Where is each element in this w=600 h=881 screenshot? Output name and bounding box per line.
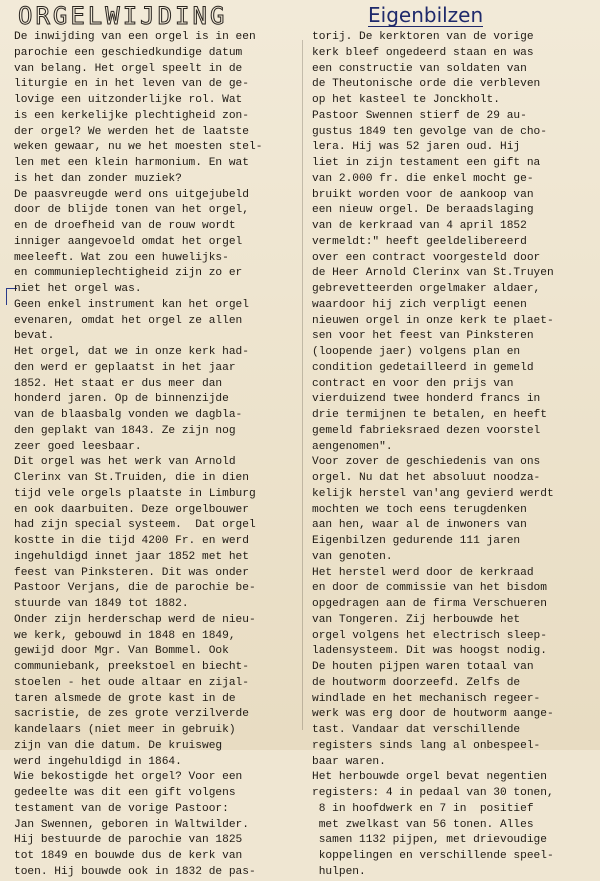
- text-line: gustus 1849 ten gevolge van de cho-: [312, 125, 547, 138]
- text-line: Jan Swennen, geboren in Waltwilder.: [14, 818, 249, 831]
- text-line: lera. Hij was 52 jaren oud. Hij: [312, 141, 521, 154]
- text-line: communiebank, preekstoel en biecht-: [14, 661, 249, 673]
- text-line: lovige een uitzonderlijke rol. Wat: [14, 94, 243, 106]
- text-line: Onder zijn herderschap werd de nieu-: [14, 613, 256, 626]
- text-line: De inwijding van een orgel is in een: [14, 31, 256, 43]
- text-line: testament van de vorige Pastoor:: [14, 802, 229, 815]
- text-line: den werd er geplaatst in het jaar: [14, 361, 236, 374]
- text-line: 1852. Het staat er dus meer dan: [14, 377, 223, 390]
- text-line: gemeld fabrieksraed dezen voorstel: [312, 424, 541, 437]
- text-line: evenaren, omdat het orgel ze allen: [14, 314, 243, 327]
- text-line: kerk bleef ongedeerd staan en was: [312, 46, 534, 59]
- text-line: Geen enkel instrument kan het orgel: [14, 298, 249, 311]
- text-line: De paasvreugde werd ons uitgejubeld: [14, 188, 249, 201]
- text-line: gebrevetteerden orgelmaker aldaer,: [312, 283, 541, 295]
- text-line: opgedragen aan de firma Verschueren: [312, 598, 547, 610]
- text-line: op het kasteel te Jonckholt.: [312, 94, 500, 106]
- text-line: condition gedetailleerd in gemeld: [312, 361, 534, 374]
- text-line: van 2.000 fr. die enkel mocht ge-: [312, 172, 534, 185]
- text-line: drie termijnen te betalen, en heeft: [312, 409, 547, 421]
- text-line: niet het orgel was.: [14, 283, 142, 295]
- text-line: inniger aangevoeld omdat het orgel: [14, 235, 243, 248]
- text-line: kelijk herstel van'ang gevierd werdt: [312, 487, 554, 500]
- text-line: Hij bestuurde de parochie van 1825: [14, 834, 243, 847]
- text-line: honderd jaren. Op de binnenzijde: [14, 393, 229, 406]
- text-line: bevat.: [14, 330, 55, 343]
- text-line: contract en voor den prijs van: [312, 377, 514, 390]
- text-line: Eigenbilzen gedurende 111 jaren: [312, 535, 521, 547]
- text-line: en door de commissie van het bisdom: [312, 582, 547, 595]
- text-line: meeleeft. Wat zou een huwelijks-: [14, 251, 229, 264]
- text-line: kostte in die tijd 4200 Fr. en werd: [14, 535, 249, 547]
- text-line: waardoor hij zich verpligt eenen: [312, 298, 527, 311]
- text-line: en de droefheid van de rouw wordt: [14, 220, 236, 232]
- text-line: torij. De kerktoren van de vorige: [312, 31, 534, 43]
- text-line: mochten we toch eens terugdenken: [312, 503, 527, 516]
- text-line: orgel volgens het electrisch sleep-: [312, 629, 547, 642]
- text-line: een constructie van soldaten van: [312, 62, 527, 75]
- handwritten-title: Eigenbilzen: [368, 3, 484, 27]
- text-line: zijn van die datum. De kruisweg: [14, 739, 223, 752]
- text-line: van de kerkraad van 4 april 1852: [312, 220, 527, 232]
- text-line: ladensysteem. Dit was hoogst nodig.: [312, 645, 547, 658]
- text-line: taren alsmede de grote kast in de: [14, 692, 236, 705]
- text-line: de Heer Arnold Clerinx van St.Truyen: [312, 267, 554, 280]
- text-line: zeer goed leesbaar.: [14, 440, 142, 453]
- text-line: registers sinds lang al onbespeel-: [312, 739, 541, 752]
- text-line: kandelaars (niet meer in gebruik): [14, 724, 236, 736]
- text-line: De houten pijpen waren totaal van: [312, 661, 534, 673]
- text-line: van genoten.: [312, 550, 393, 563]
- text-line: weken gewaar, nu we het moesten stel-: [14, 141, 263, 154]
- text-line: Het herstel werd door de kerkraad: [312, 566, 534, 579]
- text-line: koppelingen en verschillende speel-: [312, 850, 554, 862]
- text-line: Het orgel, dat we in onze kerk had-: [14, 346, 249, 358]
- page-title: ORGELWIJDING: [18, 2, 228, 30]
- text-line: Voor zover de geschiedenis van ons: [312, 456, 541, 469]
- text-line: registers: 4 in pedaal van 30 tonen,: [312, 787, 554, 799]
- text-line: door de blijde tonen van het orgel,: [14, 204, 249, 217]
- text-line: van de blaasbalg vonden we dagbla-: [14, 409, 243, 421]
- text-line: sen voor het feest van Pinksteren: [312, 330, 534, 343]
- text-line: hulpen.: [312, 865, 366, 878]
- text-line: liturgie en in het leven van de ge-: [14, 78, 249, 91]
- text-line: van Tongeren. Zij herbouwde het: [312, 613, 521, 626]
- text-line: over een contract voorgesteld door: [312, 251, 541, 264]
- text-line: vermeldt:" heeft geeldelibereerd: [312, 235, 527, 248]
- text-line: liet in zijn testament een gift na: [312, 157, 541, 169]
- text-line: sacristie, de zes grote verzilverde: [14, 708, 249, 721]
- text-line: we kerk, gebouwd in 1848 en 1849,: [14, 629, 236, 642]
- text-line: parochie een geschiedkundige datum: [14, 46, 243, 59]
- text-line: nieuwen orgel in onze kerk te plaet-: [312, 314, 554, 327]
- text-line: Clerinx van St.Truiden, die in dien: [14, 472, 249, 484]
- text-line: stoelen - het oude altaar en zijal-: [14, 676, 249, 689]
- text-line: Dit orgel was het werk van Arnold: [14, 456, 236, 469]
- text-line: werk was erg door de houtworm aange-: [312, 708, 554, 721]
- text-line: de houtworm doorzeefd. Zelfs de: [312, 676, 521, 689]
- text-line: orgel. Nu dat het absoluut noodza-: [312, 472, 541, 484]
- text-line: (loopende jaer) volgens plan en: [312, 346, 521, 358]
- text-line: gewijd door Mgr. Van Bommel. Ook: [14, 645, 229, 658]
- text-line: werd ingehuldigd in 1864.: [14, 755, 182, 768]
- text-line: gedeelte was dit een gift volgens: [14, 787, 236, 799]
- text-line: samen 1132 pijpen, met drievoudige: [312, 834, 547, 847]
- text-line: tast. Vandaar dat verschillende: [312, 724, 521, 736]
- text-line: van belang. Het orgel speelt in de: [14, 62, 243, 75]
- text-line: baar waren.: [312, 755, 386, 768]
- text-line: tot 1849 en bouwde dus de kerk van: [14, 850, 243, 862]
- text-line: bruikt worden voor de aankoop van: [312, 188, 534, 201]
- text-line: is een kerkelijke plechtigheid zon-: [14, 109, 249, 122]
- text-line: tijd vele orgels plaatste in Limburg: [14, 487, 256, 500]
- right-column: [312, 30, 597, 881]
- text-line: een nieuw orgel. De beraadslaging: [312, 204, 534, 217]
- text-line: met zwelkast van 56 tonen. Alles: [312, 818, 534, 831]
- text-line: Wie bekostigde het orgel? Voor een: [14, 771, 243, 784]
- text-line: is het dan zonder muziek?: [14, 172, 182, 185]
- text-line: len met een klein harmonium. En wat: [14, 157, 249, 169]
- text-line: en communieplechtigheid zijn zo er: [14, 267, 243, 280]
- text-line: aengenomen".: [312, 440, 393, 453]
- left-column: [14, 30, 297, 881]
- text-line: windlade en het mechanisch regeer-: [312, 692, 541, 705]
- text-line: de Theutonische orde die verbleven: [312, 78, 541, 91]
- text-line: en ook daarbuiten. Deze orgelbouwer: [14, 503, 249, 516]
- text-line: toen. Hij bouwde ook in 1832 de pas-: [14, 865, 256, 878]
- text-line: aan hen, waar al de inwoners van: [312, 519, 527, 532]
- column-divider: [302, 40, 303, 730]
- text-line: Het herbouwde orgel bevat negentien: [312, 771, 547, 784]
- text-line: Pastoor Verjans, die de parochie be-: [14, 582, 256, 595]
- text-line: Pastoor Swennen stierf de 29 au-: [312, 109, 527, 122]
- text-line: ingehuldigd innet jaar 1852 met het: [14, 550, 249, 563]
- text-line: 8 in hoofdwerk en 7 in positief: [312, 802, 534, 815]
- text-line: den geplakt van 1843. Ze zijn nog: [14, 424, 236, 437]
- text-line: der orgel? We werden het de laatste: [14, 125, 249, 138]
- text-line: had zijn special systeem. Dat orgel: [14, 519, 256, 532]
- text-line: vierduizend twee honderd francs in: [312, 393, 541, 406]
- text-line: stuurde van 1849 tot 1882.: [14, 598, 189, 610]
- text-line: feest van Pinksteren. Dit was onder: [14, 566, 249, 579]
